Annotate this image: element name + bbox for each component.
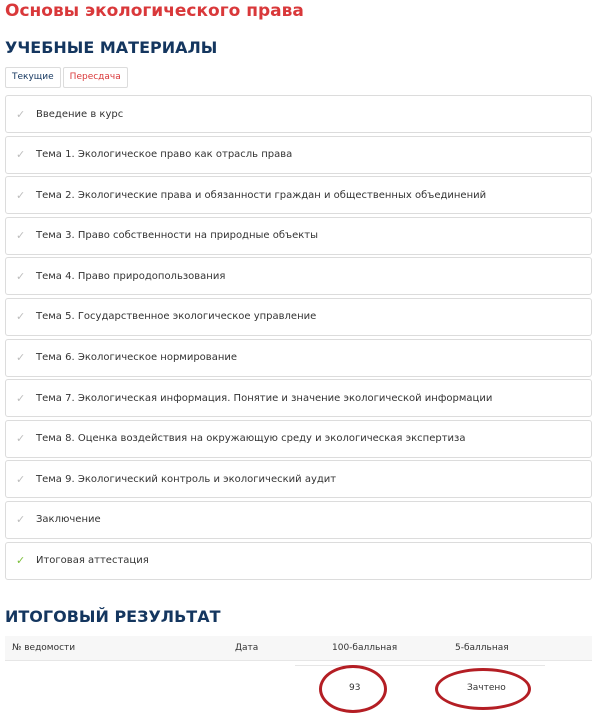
module-label: Тема 6. Экологическое нормирование bbox=[36, 352, 238, 364]
materials-tabs bbox=[5, 67, 128, 88]
module-topic-4[interactable] bbox=[5, 257, 592, 295]
module-final-assessment[interactable] bbox=[5, 542, 592, 580]
module-topic-1[interactable] bbox=[5, 136, 592, 174]
checkmark-icon: ✓ bbox=[16, 310, 26, 324]
results-table-header bbox=[5, 636, 592, 661]
checkmark-icon: ✓ bbox=[16, 391, 26, 405]
module-topic-8[interactable] bbox=[5, 420, 592, 458]
module-topic-7[interactable] bbox=[5, 379, 592, 417]
module-label: Тема 3. Право собственности на природные объекты bbox=[36, 230, 319, 242]
module-label: Тема 1. Экологическое право как отрасль права bbox=[36, 149, 293, 161]
module-topic-9[interactable] bbox=[5, 460, 592, 498]
module-label: Тема 4. Право природопользования bbox=[36, 270, 226, 282]
materials-heading: УЧЕБНЫЕ МАТЕРИАЛЫ bbox=[5, 38, 218, 57]
checkmark-icon: ✓ bbox=[16, 351, 26, 365]
checkmark-icon: ✓ bbox=[16, 107, 26, 121]
checkmark-icon: ✓ bbox=[16, 432, 26, 446]
cell-score-5: Зачтено bbox=[467, 683, 506, 693]
module-label: Тема 7. Экологическая информация. Понятие и значение экологической информации bbox=[36, 392, 493, 404]
column-date: Дата bbox=[235, 643, 259, 653]
module-label: Тема 2. Экологические права и обязанности граждан и общественных объединений bbox=[36, 189, 487, 201]
checkmark-icon: ✓ bbox=[16, 513, 26, 527]
column-score-5: 5-балльная bbox=[455, 643, 509, 653]
course-modules-list bbox=[5, 95, 592, 582]
module-intro[interactable] bbox=[5, 95, 592, 133]
column-record-no: № ведомости bbox=[12, 643, 76, 653]
module-label: Итоговая аттестация bbox=[36, 555, 149, 567]
checkmark-icon: ✓ bbox=[16, 554, 26, 568]
score-100-highlight-circle bbox=[319, 665, 387, 713]
tab-current[interactable]: Текущие bbox=[5, 67, 61, 88]
checkmark-icon: ✓ bbox=[16, 148, 26, 162]
module-conclusion[interactable] bbox=[5, 501, 592, 539]
results-heading: ИТОГОВЫЙ РЕЗУЛЬТАТ bbox=[5, 607, 221, 626]
module-topic-6[interactable] bbox=[5, 339, 592, 377]
cell-score-100: 93 bbox=[349, 683, 361, 693]
module-topic-5[interactable] bbox=[5, 298, 592, 336]
score-5-highlight-circle bbox=[435, 668, 531, 710]
checkmark-icon: ✓ bbox=[16, 188, 26, 202]
module-topic-3[interactable] bbox=[5, 217, 592, 255]
checkmark-icon: ✓ bbox=[16, 472, 26, 486]
tab-retake[interactable]: Пересдача bbox=[63, 67, 128, 88]
checkmark-icon: ✓ bbox=[16, 229, 26, 243]
column-score-100: 100-балльная bbox=[332, 643, 398, 653]
course-title: Основы экологического права bbox=[5, 1, 304, 21]
module-label: Заключение bbox=[36, 514, 101, 526]
module-label: Тема 9. Экологический контроль и экологический аудит bbox=[36, 473, 337, 485]
checkmark-icon: ✓ bbox=[16, 269, 26, 283]
module-label: Введение в курс bbox=[36, 108, 124, 120]
module-label: Тема 5. Государственное экологическое управление bbox=[36, 311, 317, 323]
row-divider bbox=[295, 665, 545, 666]
module-topic-2[interactable] bbox=[5, 176, 592, 214]
module-label: Тема 8. Оценка воздействия на окружающую среду и экологическая экспертиза bbox=[36, 433, 466, 445]
